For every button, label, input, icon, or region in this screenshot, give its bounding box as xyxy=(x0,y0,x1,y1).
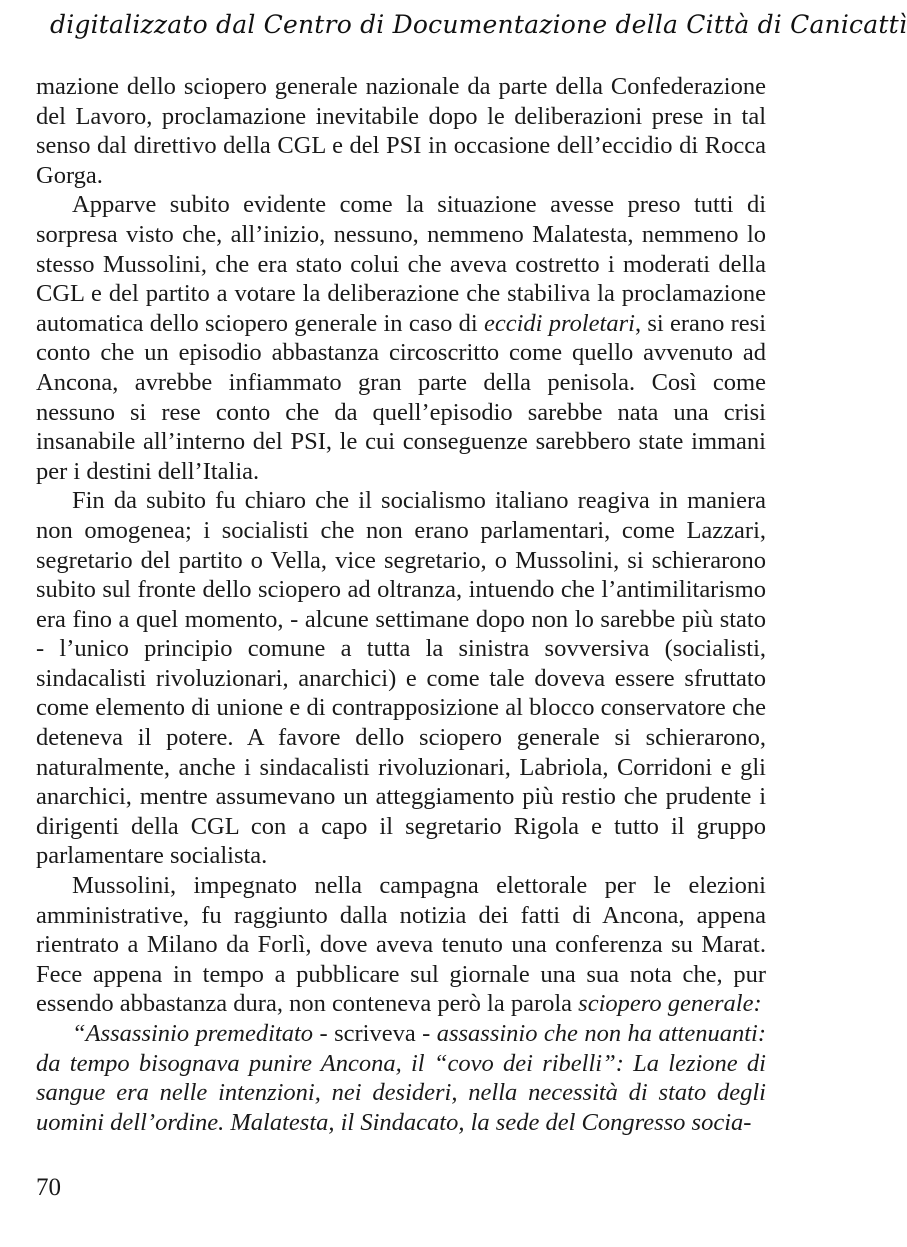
paragraph-4-text: Mussolini, impegnato nella campagna elettorale per le elezioni amministrative, fu raggiunto dalla notizia dei fatti di Ancona, appena rientrato a Milano da Forlì, dove aveva tenuto una conferenza su Marat. Fece appena in tempo a pubblicare sul giornale una sua nota che, pur essendo abbastanza dura, non conteneva però la parola xyxy=(36,872,766,1018)
paragraph-4-emphasis: sciopero generale: xyxy=(578,990,762,1018)
paragraph-4 xyxy=(36,871,766,1019)
quote-part-a: “Assassinio premeditato xyxy=(72,1020,314,1047)
paragraph-2-text-a: Apparve subito evidente come la situazione avesse preso tutti di sorpresa visto che, all’inizio, nessuno, nemmeno Malatesta, nemmeno lo stesso Mussolini, che era stato colui che aveva costretto i moderati della CGL e del partito a votare la deliberazione che stabiliva la proclamazione automatica dello sciopero generale in caso di xyxy=(36,191,766,337)
watermark-header: digitalizzato dal Centro di Documentazione della Città di Canicattì xyxy=(50,10,907,39)
quote-part-b: assassinio che non ha attenuanti: da tempo bisognava punire Ancona, il “covo dei ribelli”: La lezione di sangue era nelle intenzioni, nei desideri, nella necessità di stato degli uomini dell’ordine. Malatesta, il Sindacato, la sede del Congresso socia- xyxy=(36,1020,766,1136)
paragraph-2-emphasis: eccidi proletari xyxy=(483,309,635,337)
paragraph-5-quote xyxy=(36,1019,766,1137)
page-number: 70 xyxy=(36,1174,61,1201)
paragraph-2-text-b: , si erano resi conto che un episodio abbastanza circoscritto come quello avvenuto ad Ancona, avrebbe infiammato gran parte della penisola. Così come nessuno si rese conto che da quell’episodio sarebbe nata una crisi insanabile all’interno del PSI, le cui conseguenze sarebbero state immani per i destini dell’Italia. xyxy=(36,309,766,485)
paragraph-3: Fin da subito fu chiaro che il socialismo italiano reagiva in maniera non omogenea; i socialisti che non erano parlamentari, come Lazzari, segretario del partito o Vella, vice segretario, o Mussolini, si schierarono subito sul fronte dello sciopero ad oltranza, intuendo che l’antimilitarismo era fino a quel momento, - alcune settimane dopo non lo sarebbe più stato - l’unico principio comune a tutta la sinistra sovversiva (socialisti, sindacalisti rivoluzionari, anarchici) e come tale doveva essere sfruttato come elemento di unione e di contrapposizione al blocco conservatore che deteneva il potere. A favore dello sciopero generale si schierarono, naturalmente, anche i sindacalisti rivoluzionari, Labriola, Corridoni e gli anarchici, mentre assumevano un atteggiamento più restio che prudente i dirigenti della CGL con a capo il segretario Rigola e tutto il gruppo parlamentare socialista. xyxy=(36,487,766,870)
quote-interjection: - scriveva - xyxy=(313,1020,437,1047)
paragraph-1: mazione dello sciopero generale nazionale da parte della Confederazione del Lavoro, proclamazione inevitabile dopo le deliberazioni prese in tal senso dal direttivo della CGL e del PSI in occasione dell’eccidio di Rocca Gorga. xyxy=(36,73,766,189)
paragraph-2 xyxy=(36,190,766,486)
page-text xyxy=(36,72,766,1137)
